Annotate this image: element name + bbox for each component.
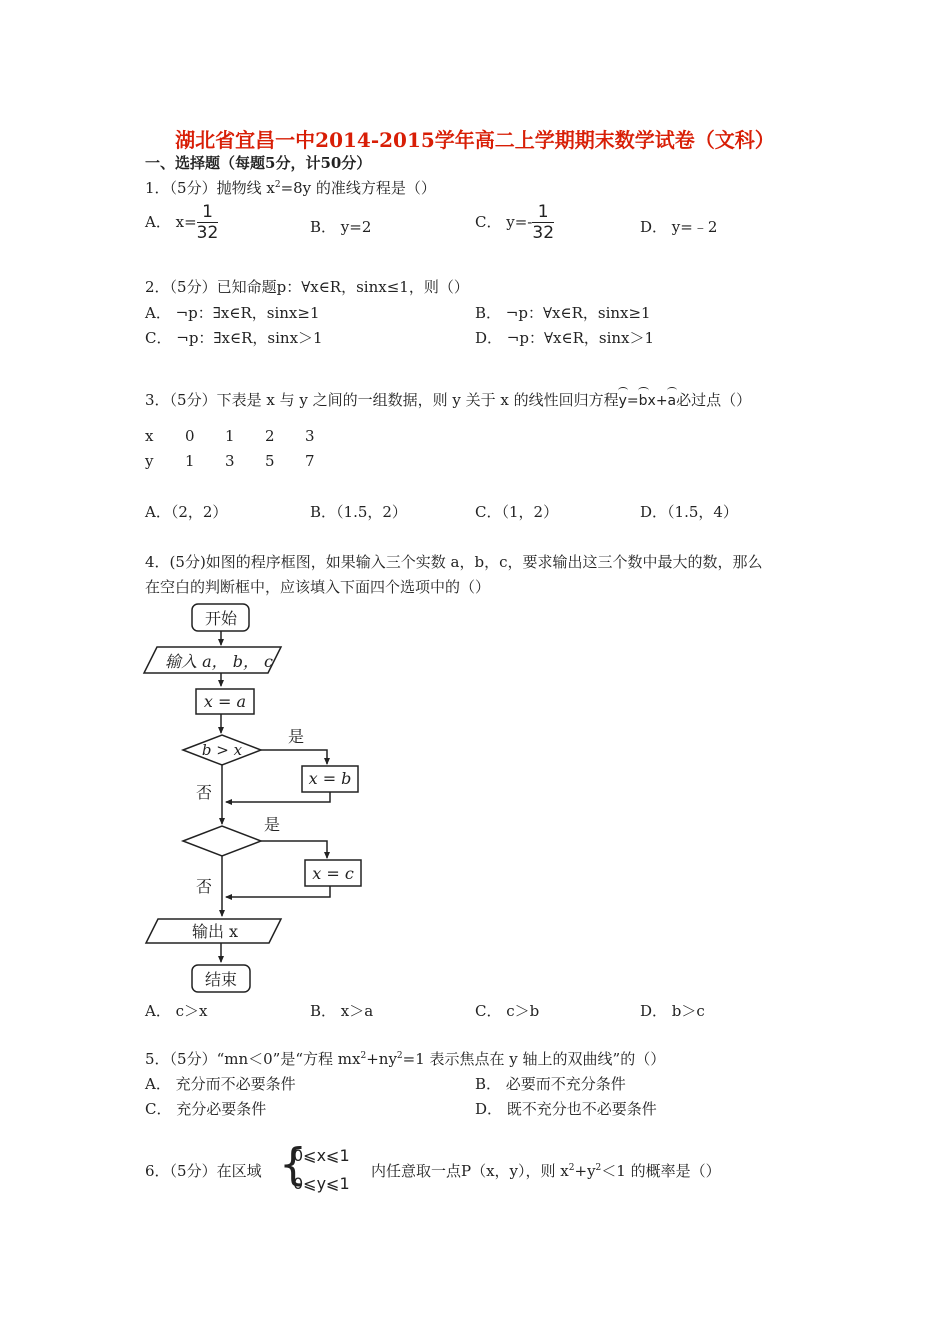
data-table: [145, 427, 345, 477]
question-6-stem: 内任意取一点P（x，y），则 $x^2+y^2<1$ 的概率是（）: [371, 1162, 721, 1180]
question-3-stem: 3．（5分）下表是 x 与 y 之间的一组数据，则 y 关于 x 的线性回归方程y=bx+a必过点（）: [145, 391, 752, 409]
question-1-option-b: B． y=2: [310, 218, 372, 236]
region-condition-y: 0⩽y⩽1: [293, 1174, 350, 1193]
question-3-option-c: C．（1，2）: [475, 503, 559, 521]
region-brace: {: [279, 1139, 307, 1190]
flow-start-label: 开始: [204, 609, 238, 628]
flow-condition-2-blank-diamond: [183, 826, 261, 856]
question-4-option-d: D． b＞c: [640, 1002, 705, 1020]
table-cell: 3: [305, 427, 315, 445]
table-cell: 1: [225, 427, 235, 445]
question-5-option-a: A． 充分而不必要条件: [145, 1075, 296, 1093]
question-2-option-a: A． ¬p：∃x∈R，sinx≥1: [145, 304, 320, 322]
flow-yes-label-2: 是: [264, 815, 281, 834]
question-5-stem: 5．（5分）“mn＜0”是“方程 $mx^2+ny^2=1$ 表示焦点在 y 轴上的双曲线”的（）: [145, 1050, 666, 1068]
question-5-option-c: C． 充分必要条件: [145, 1100, 267, 1118]
flow-assign-a-label: x = a: [203, 692, 247, 711]
question-3-option-b: B．（1.5，2）: [310, 503, 407, 521]
section-heading: 一、选择题（每题5分，计50分）: [145, 154, 372, 172]
flow-assign-c-label: x = c: [312, 864, 354, 883]
question-1-option-d: D． y=﹣2: [640, 218, 718, 236]
question-4-stem-line1: 4．(5分)如图的程序框图，如果输入三个实数 a，b，c，要求输出这三个数中最大的数，那么: [145, 553, 763, 571]
region-condition-x: 0⩽x⩽1: [293, 1146, 350, 1165]
question-5-option-b: B． 必要而不充分条件: [475, 1075, 626, 1093]
table-cell: x: [145, 427, 154, 445]
question-5-option-d: D． 既不充分也不必要条件: [475, 1100, 657, 1118]
question-6-stem-prefix: 6．（5分）在区域: [145, 1162, 262, 1180]
table-cell: 0: [185, 427, 195, 445]
flow-no-label-1: 否: [196, 783, 213, 802]
flow-output-label: 输出 x: [191, 922, 239, 941]
question-3-option-a: A．（2，2）: [145, 503, 228, 521]
question-2-stem: 2．（5分）已知命题p：∀x∈R，sinx≤1，则（）: [145, 278, 469, 296]
flowchart: [130, 598, 354, 998]
flow-no-label-2: 否: [196, 877, 213, 896]
table-cell: 5: [265, 452, 275, 470]
regression-equation: y=bx+a: [618, 393, 677, 409]
flow-yes-label-1: 是: [288, 727, 305, 746]
table-cell: 1: [185, 452, 195, 470]
table-cell: 3: [225, 452, 235, 470]
table-cell: 2: [265, 427, 275, 445]
question-4-stem-line2: 在空白的判断框中，应该填入下面四个选项中的（）: [145, 578, 491, 596]
question-1-stem: 1．（5分）抛物线 $x^2=8y$ 的准线方程是（）: [145, 179, 436, 197]
table-cell: 7: [305, 452, 315, 470]
question-2-option-c: C． ¬p：∃x∈R，sinx＞1: [145, 329, 323, 347]
question-1-option-a: A． x= $\frac{1}{32}$: [145, 202, 219, 243]
question-3-option-d: D．（1.5，4）: [640, 503, 738, 521]
flow-assign-b-label: x = b: [308, 769, 352, 788]
question-4-option-c: C． c＞b: [475, 1002, 540, 1020]
question-2-option-d: D． ¬p：∀x∈R，sinx＞1: [475, 329, 655, 347]
flow-condition-1-label: b > x: [201, 741, 243, 759]
question-4-option-b: B． x＞a: [310, 1002, 374, 1020]
question-2-option-b: B． ¬p：∀x∈R，sinx≥1: [475, 304, 651, 322]
question-1-option-c: C． y=- $\frac{1}{32}$: [475, 202, 555, 243]
flow-input-label: 输入 a， b， c: [165, 652, 274, 671]
table-cell: y: [145, 452, 154, 470]
flow-end-label: 结束: [204, 970, 238, 989]
question-4-option-a: A． c＞x: [145, 1002, 208, 1020]
document-title: 湖北省宜昌一中2014-2015学年高二上学期期末数学试卷（文科）: [175, 128, 775, 152]
